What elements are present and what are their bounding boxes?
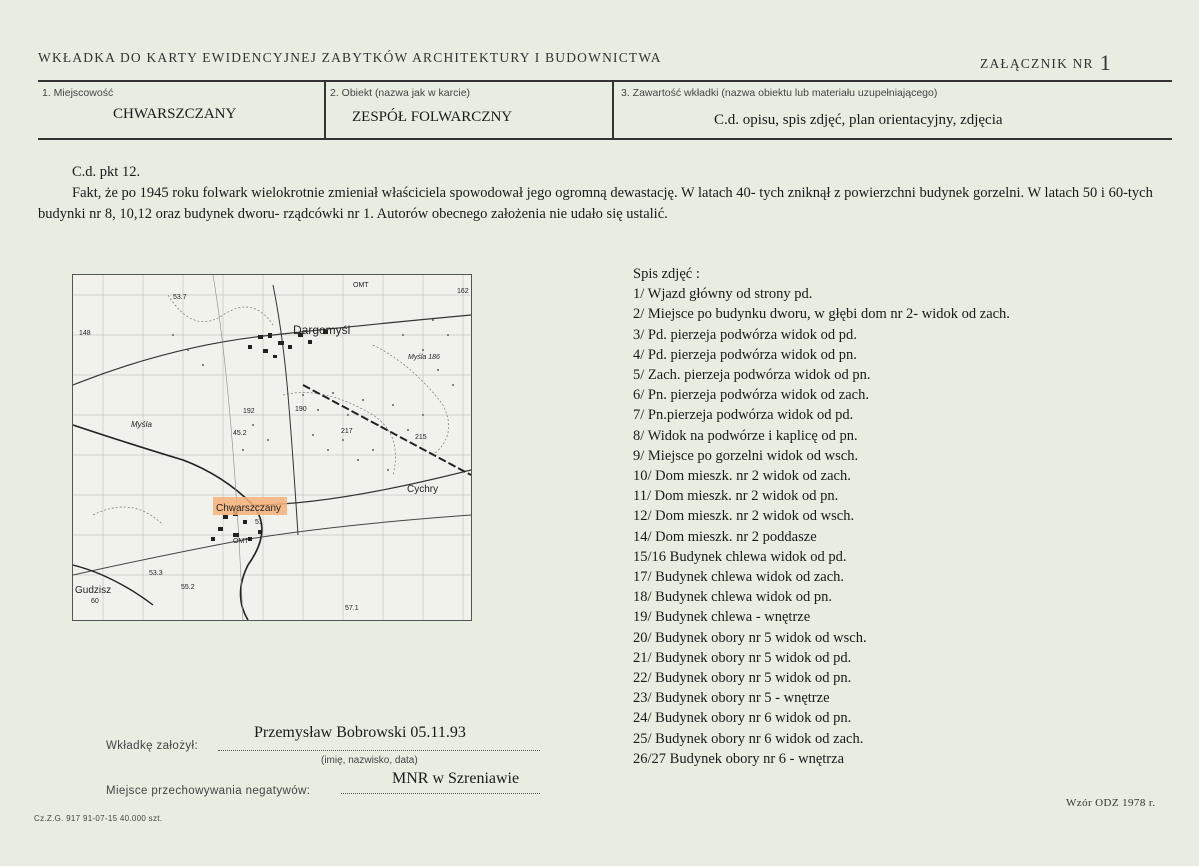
photo-item: 20/ Budynek obory nr 5 widok od wsch. (633, 629, 867, 646)
map-height-51: 51 (255, 519, 263, 526)
map-label-dargomysl: Dargomyśl (293, 323, 351, 337)
attachment-value: 1 (1099, 50, 1111, 75)
photo-item: 14/ Dom mieszk. nr 2 poddasze (633, 528, 817, 545)
field-value-locality: CHWARSZCZANY (113, 106, 237, 122)
map-label-gudzisz: Gudzisz (75, 585, 112, 596)
photo-item: 26/27 Budynek obory nr 6 - wnętrza (633, 750, 845, 767)
map-height-215: 215 (415, 434, 427, 441)
photo-list-title: Spis zdjęć : (633, 266, 700, 282)
photo-list (633, 264, 1010, 769)
negatives-storage-label: Miejsce przechowywania negatywów: (106, 785, 311, 797)
description-text (38, 162, 1188, 225)
map-height-162: 162 (457, 288, 469, 295)
photo-item: 24/ Budynek obory nr 6 widok od pn. (633, 710, 852, 727)
map-height-571: 57.1 (345, 605, 359, 612)
map-height-192: 192 (243, 408, 255, 415)
map-height-190: 190 (295, 406, 307, 413)
map-label-omt-2: OMT (233, 538, 249, 545)
print-code: Cz.Z.G. 917 91-07-15 40.000 szt. (34, 814, 163, 823)
photo-item: 11/ Dom mieszk. nr 2 widok od pn. (633, 488, 839, 505)
photo-item: 5/ Zach. pierzeja podwórza widok od pn. (633, 367, 871, 384)
photo-item: 3/ Pd. pierzeja podwórza widok od pd. (633, 326, 857, 343)
photo-item: 6/ Pn. pierzeja podwórza widok od zach. (633, 387, 869, 404)
photo-item: 17/ Budynek chlewa widok od zach. (633, 569, 845, 586)
map-height-60: 60 (91, 598, 99, 605)
attachment-label: ZAŁĄCZNIK NR (980, 56, 1094, 71)
orientation-map (72, 274, 472, 621)
photo-item: 2/ Miejsce po budynku dworu, w głębi dom nr 2- widok od zach. (633, 306, 1010, 323)
map-label-mysla-2: Myśla 186 (408, 354, 440, 361)
map-height-533: 53.3 (149, 570, 163, 577)
field-label-locality: 1. Miejscowość (42, 87, 114, 99)
negatives-storage-line (341, 793, 540, 794)
prepared-by-hint: (imię, nazwisko, data) (321, 755, 418, 766)
prepared-by-line (218, 750, 540, 751)
photo-item: 8/ Widok na podwórze i kaplicę od pn. (633, 427, 858, 444)
photo-item: 23/ Budynek obory nr 5 - wnętrze (633, 690, 830, 707)
map-height-148: 148 (79, 330, 91, 337)
prepared-by-label: Wkładkę założył: (106, 740, 199, 752)
map-label-cychry: Cychry (407, 484, 439, 495)
map-height-537: 53.7 (173, 294, 187, 301)
photo-item: 7/ Pn.pierzeja podwórza widok od pd. (633, 407, 854, 424)
map-label-chwarszczany: Chwarszczany (216, 503, 282, 514)
photo-item: 10/ Dom mieszk. nr 2 widok od zach. (633, 468, 851, 485)
map-height-452: 45.2 (233, 430, 247, 437)
fields-bottom-rule (38, 138, 1172, 140)
photo-item: 22/ Budynek obory nr 5 widok od pn. (633, 670, 852, 687)
negatives-storage-value: MNR w Szreniawie (392, 770, 520, 787)
photo-item: 9/ Miejsce po gorzelni widok od wsch. (633, 447, 859, 464)
field-label-contents: 3. Zawartość wkładki (nazwa obiektu lub materiału uzupełniającego) (621, 87, 938, 99)
template-code: Wzór ODZ 1978 r. (1066, 797, 1156, 809)
field-value-contents: C.d. opisu, spis zdjęć, plan orientacyjny, zdjęcia (714, 112, 1003, 128)
prepared-by-value: Przemysław Bobrowski 05.11.93 (254, 724, 466, 741)
field-divider-2 (612, 82, 614, 138)
photo-item: 19/ Budynek chlewa - wnętrze (633, 609, 811, 626)
description-paragraph: Fakt, że po 1945 roku folwark wielokrotnie zmieniał właściciela spowodował jego ogromną dewastację. W latach 40- tych zniknął z powierzchni budynek gorzelni. W latach 50 i 60-tych budynki nr 8, 10,12 oraz budynek dworu- rządcówki nr 1. Autorów obecnego założenia nie udało się ustalić. (38, 185, 1153, 222)
field-label-object: 2. Obiekt (nazwa jak w karcie) (330, 87, 471, 99)
header-rule (38, 80, 1172, 82)
document-title: WKŁADKA DO KARTY EWIDENCYJNEJ ZABYTKÓW ARCHITEKTURY I BUDOWNICTWA (38, 50, 662, 65)
map-label-mysla: Myśla (131, 420, 152, 429)
field-divider-1 (324, 82, 326, 138)
map-label-omt-1: OMT (353, 282, 369, 289)
photo-item: 18/ Budynek chlewa widok od pn. (633, 589, 832, 606)
map-drawing (73, 275, 471, 620)
map-height-552: 55.2 (181, 584, 195, 591)
photo-item: 25/ Budynek obory nr 6 widok od zach. (633, 730, 864, 747)
map-height-217: 217 (341, 428, 353, 435)
section-heading: C.d. pkt 12. (72, 164, 141, 180)
photo-item: 1/ Wjazd główny od strony pd. (633, 286, 813, 303)
field-value-object: ZESPÓŁ FOLWARCZNY (352, 109, 513, 125)
attachment-number (980, 48, 1111, 74)
photo-item: 4/ Pd. pierzeja podwórza widok od pn. (633, 346, 857, 363)
photo-item: 12/ Dom mieszk. nr 2 widok od wsch. (633, 508, 855, 525)
photo-item: 21/ Budynek obory nr 5 widok od pd. (633, 649, 852, 666)
photo-item: 15/16 Budynek chlewa widok od pd. (633, 548, 847, 565)
